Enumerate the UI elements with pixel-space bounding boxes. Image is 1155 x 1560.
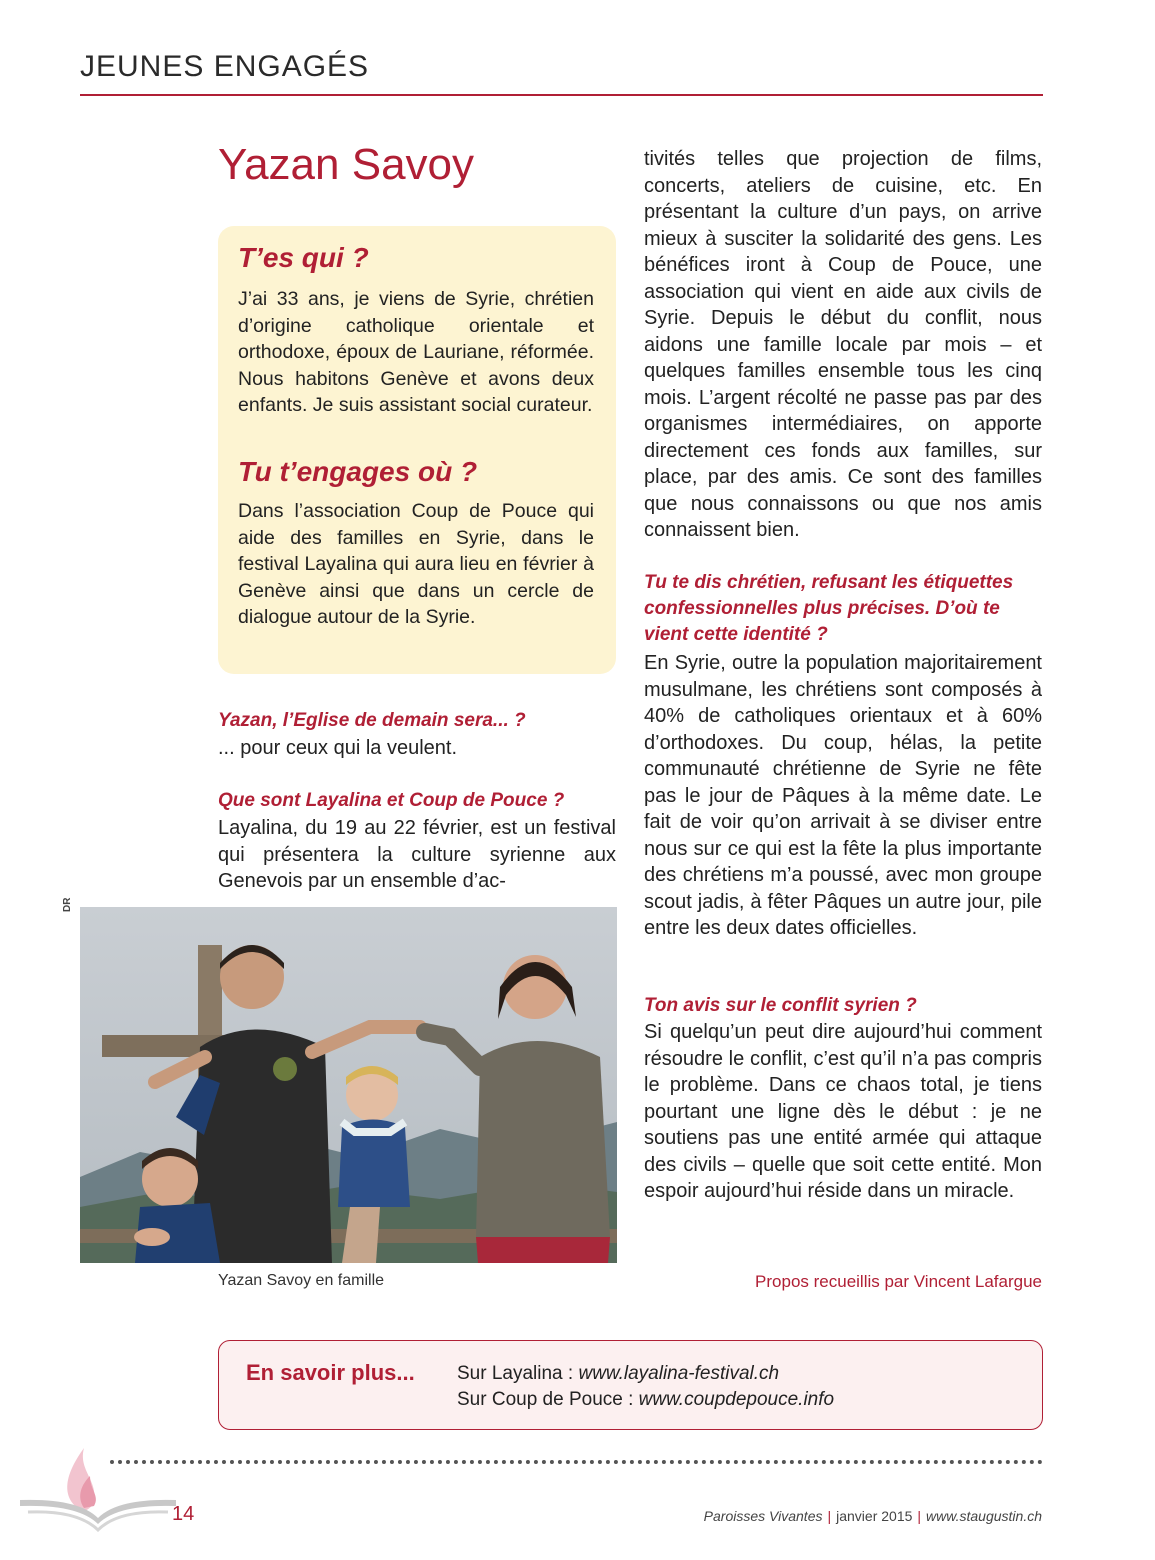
article-title: Yazan Savoy — [218, 140, 475, 189]
layalina-link[interactable]: www.layalina-festival.ch — [578, 1363, 780, 1384]
more-info-label-coupdepouce: Sur Coup de Pouce : — [457, 1389, 634, 1410]
footer-info — [600, 1508, 1042, 1524]
answer-layalina: Layalina, du 19 au 22 février, est un festival qui présentera la culture syrienne aux Genevois par un ensemble d’ac- — [218, 817, 616, 892]
more-info-label-layalina: Sur Layalina : — [457, 1363, 574, 1384]
issue-date: janvier 2015 — [836, 1508, 913, 1524]
question-identity: Tu te dis chrétien, refusant les étiquettes confessionnelles plus précises. D’où te vient cette identité ? — [644, 572, 1014, 645]
intro-answer-1: J’ai 33 ans, je viens de Syrie, chrétien d’origine catholique orientale et orthodoxe, époux de Lauriane, réformée. Nous habitons Genève et avons deux enfants. Je suis assistant social curateur. — [238, 288, 594, 416]
publication-logo — [18, 1440, 178, 1540]
answer-layalina-continued: tivités telles que projection de films, concerts, ateliers de cuisine, etc. En présentant la culture d’un pays, on arrive mieux à susciter la solidarité des gens. Les bénéfices iront à Coup de Pouce, une association qui vient en aide aux civils de Syrie. Depuis le début du conflit, nous aidons une famille locale par mois – et quelques familles ensemble tous les cinq mois. L’argent récolté ne passe pas par des organismes intermédiaires, on apporte directement ces fonds aux familles, sur place, par des amis. Ce sont des familles que nous connaissons ou que nos amis connaissent bien. — [644, 148, 1042, 541]
website-link[interactable]: www.staugustin.ch — [926, 1508, 1042, 1524]
photo-caption: Yazan Savoy en famille — [218, 1272, 385, 1289]
question-church: Yazan, l’Eglise de demain sera... ? — [218, 710, 526, 731]
intro-box — [218, 226, 616, 674]
answer-identity: En Syrie, outre la population majoritairement musulmane, les chrétiens sont composés à 40% de catholiques orientaux et à 60% d’orthodoxes. Du coup, hélas, la petite communauté chrétienne de Syrie ne fête pas le jour de Pâques à la même date. Le fait de voir qu’on arrivait à se diviser entre nous sur ce qui est la fête la plus importante des chrétiens m’a poussé, avec mon groupe scout jadis, à fêter Pâques un autre jour, pile entre les deux dates officielles. — [644, 652, 1042, 939]
answer-conflict: Si quelqu’un peut dire aujourd’hui comment résoudre le conflit, c’est qu’il n’a pas compris le problème. Dans ce chaos total, je tiens pourtant une ligne dès le début : je ne soutiens pas une entité armée qui attaque des civils – quelle que soit cette entité. Mon espoir aujourd’hui réside dans un miracle. — [644, 1021, 1042, 1202]
footer-dotted-rule — [110, 1460, 1043, 1464]
byline: Propos recueillis par Vincent Lafargue — [755, 1272, 1042, 1291]
question-conflict: Ton avis sur le conflit syrien ? — [644, 995, 917, 1016]
answer-church: ... pour ceux qui la veulent. — [218, 737, 458, 759]
intro-answer-2: Dans l’association Coup de Pouce qui aide des familles en Syrie, dans le festival Layalina qui aura lieu en février à Genève ainsi que dans un cercle de dialogue autour de la Syrie. — [238, 500, 594, 628]
family-photo — [80, 907, 617, 1263]
section-title: JEUNES ENGAGÉS — [80, 50, 370, 83]
more-info-title: En savoir plus... — [246, 1360, 415, 1385]
page-number: 14 — [172, 1503, 195, 1525]
more-info-box — [218, 1340, 1043, 1430]
question-layalina: Que sont Layalina et Coup de Pouce ? — [218, 790, 565, 811]
intro-question-2: Tu t’engages où ? — [238, 456, 478, 487]
intro-question-1: T’es qui ? — [238, 242, 369, 273]
header-rule — [80, 94, 1043, 96]
footer-separator: | — [827, 1508, 832, 1524]
photo-credit: DR — [62, 897, 73, 912]
more-info-line-layalina — [457, 1363, 779, 1385]
publication-name: Paroisses Vivantes — [703, 1508, 823, 1524]
more-info-line-coupdepouce — [457, 1389, 834, 1411]
coupdepouce-link[interactable]: www.coupdepouce.info — [638, 1389, 835, 1410]
footer-separator: | — [917, 1508, 922, 1524]
